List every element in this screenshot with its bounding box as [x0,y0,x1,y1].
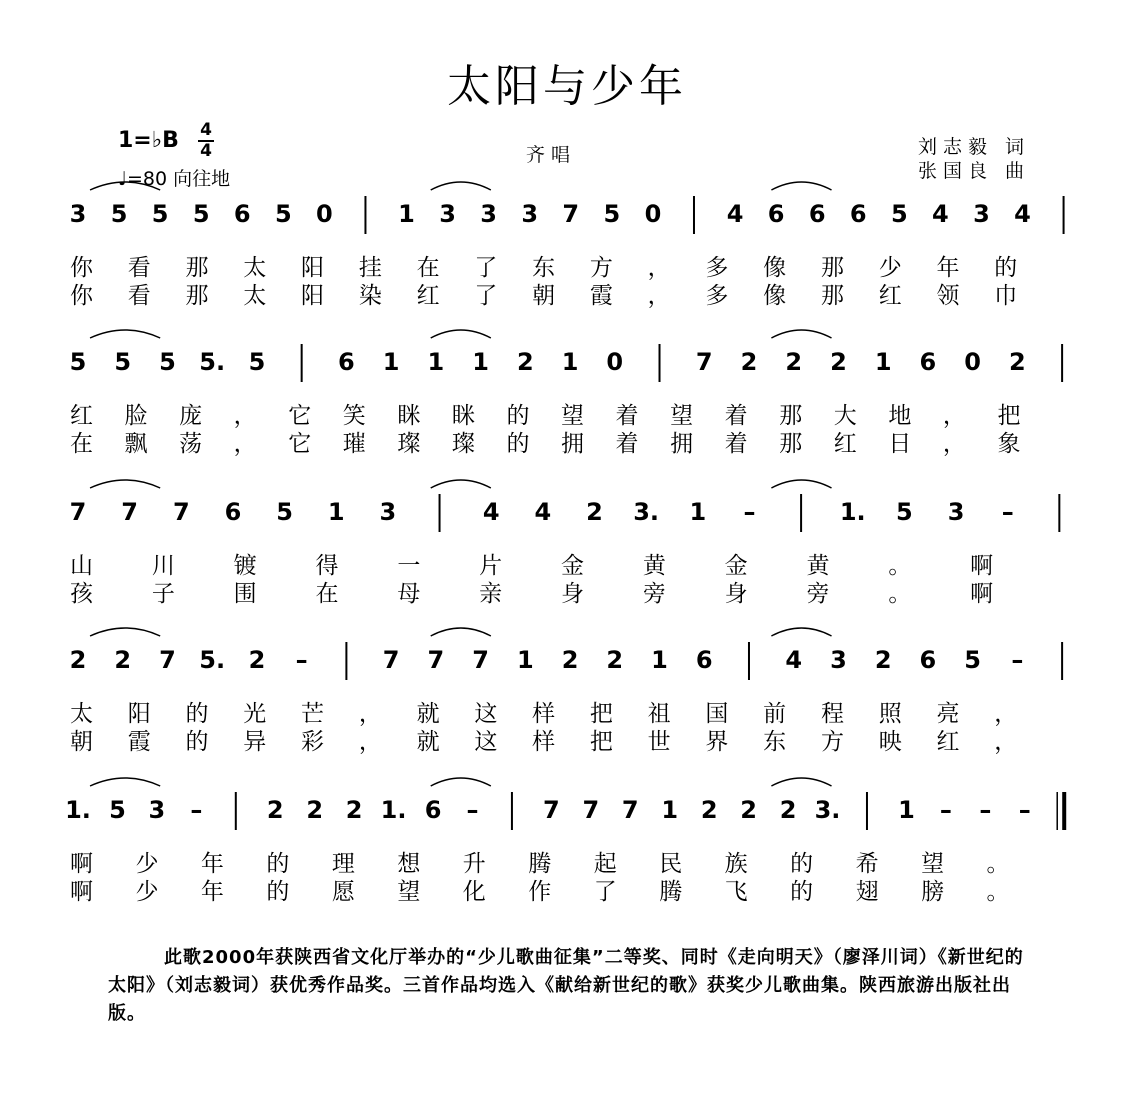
score-note: 5 [192,200,210,228]
lyric-line: 红 脸 庞 ， 它 笑 眯 眯 的 望 着 望 着 那 大 地 ， 把 [70,403,1021,429]
score-note: 1 [427,348,445,376]
lyric-line: 山 川 镀 得 一 片 金 黄 金 黄 。 啊 [70,553,994,579]
score-note: 0 [644,200,662,228]
score-note: 1 [898,796,915,824]
score-note: 6 [919,646,937,674]
slur-arc [431,330,491,338]
score-note: 2 [345,796,363,824]
score-note: 2 [779,796,797,824]
score-note: 4 [482,498,500,526]
score-note: 4 [1014,200,1031,228]
score-note: 1 [327,498,345,526]
score-note: 6 [224,498,242,526]
score-note: 0 [964,348,981,376]
score-note: 2 [785,348,803,376]
slur-arc [90,480,160,488]
slur-arc [771,778,831,786]
score-note: 3 [973,200,990,228]
score-note: 2 [248,646,266,674]
score-note: 0 [606,348,624,376]
score-note: 2 [830,348,847,376]
score-note: 1 [516,646,534,674]
slur-arc [771,330,831,338]
score-note: 1. [839,498,866,526]
composer-credit: 张国良 曲 [918,160,1031,182]
score-note: 3 [480,200,498,228]
score-note: 1 [382,348,400,376]
performance-style: 齐唱 [526,144,577,166]
score-note: 2 [586,498,603,526]
score-note: 5 [109,796,126,824]
score-note: 7 [621,796,639,824]
score-note: 3 [830,646,847,674]
score-note: 5. [199,646,226,674]
score-note: 5 [964,646,981,674]
tempo-marking: ♩=80 向往地 [118,168,231,190]
score-note: 2 [306,796,324,824]
score-note: 1 [472,348,489,376]
lyricist-credit: 刘志毅 词 [918,136,1031,158]
score-note: 3. [814,796,841,824]
score-note: 3 [69,200,87,228]
lyric-line: 你 看 那 太 阳 染 红 了 朝 霞 ， 多 像 那 红 领 巾 [70,283,1018,309]
score-note: 4 [726,200,744,228]
score-note: 7 [427,646,445,674]
score-note: 3. [633,498,660,526]
slur-arc [431,778,491,786]
score-note: 7 [543,796,560,824]
score-note: 1 [689,498,707,526]
score-note: 1 [398,200,415,228]
score-note: 5 [276,498,293,526]
footnote: 此歌2000年获陕西省文化厅举办的“少儿歌曲征集”二等奖、同时《走向明天》（廖泽川词）《新世纪的太阳》（刘志毅词）获优秀作品奖。三首作品均选入《献给新世纪的歌》获奖少儿歌曲集。陕西旅游出版社出版。 [108,947,1024,1024]
score-note: 4 [785,646,803,674]
score-note: 2 [700,796,718,824]
score-note: 2 [516,348,534,376]
slur-arc [771,628,831,636]
score-note: 7 [382,646,400,674]
score-note: 4 [534,498,552,526]
score-note: 5 [151,200,169,228]
score-note: 4 [932,200,949,228]
score-note: 7 [172,498,190,526]
slur-arc [90,330,160,338]
score-note: 2 [561,646,579,674]
score-note: 6 [849,200,867,228]
score-note: 2 [1009,348,1026,376]
score-note: 5 [890,200,908,228]
lyric-line: 孩 子 围 在 母 亲 身 旁 身 旁 。 啊 [70,581,994,607]
score-note: 1. [65,796,91,824]
score-note: 1 [661,796,679,824]
score-note: 2 [266,796,284,824]
slur-arc [431,480,491,488]
lyric-line: 你 看 那 太 阳 挂 在 了 东 方 ， 多 像 那 少 年 的 [70,255,1018,281]
score-note: 3 [439,200,456,228]
score-note: 7 [562,200,580,228]
score-note: 2 [740,796,757,824]
lyric-line: 啊 少 年 的 理 想 升 腾 起 民 族 的 希 望 。 [70,851,1010,877]
score-note: – [939,796,952,824]
score-note: – [979,796,992,824]
lyric-line: 啊 少 年 的 愿 望 化 作 了 腾 飞 的 翅 膀 。 [70,879,1010,905]
score-note: 1. [380,796,407,824]
score-note: 2 [114,646,132,674]
score-note: 6 [233,200,251,228]
score-note: 5 [110,200,128,228]
lyric-line: 在 飘 荡 ， 它 璀 璨 璨 的 拥 着 拥 着 那 红 日 ， 象 [70,431,1021,457]
score-note: – [466,796,479,824]
score-note: – [743,498,756,526]
score-note: – [1001,498,1014,526]
song-title: 太阳与少年 [447,61,687,112]
score-note: – [1018,796,1031,824]
score-note: 7 [159,646,176,674]
score-note: 5 [603,200,621,228]
score-note: 7 [582,796,600,824]
score-note: 3 [521,200,539,228]
lyric-line: 朝 霞 的 异 彩 ， 就 这 样 把 世 界 东 方 映 红 ， [70,729,1018,755]
score-note: 1 [561,348,579,376]
slur-arc [431,182,491,190]
slur-arc [90,182,160,190]
slur-arc [771,182,831,190]
score-note: 0 [316,200,333,228]
score-note: – [1011,646,1024,674]
score-note: 5 [159,348,176,376]
score-note: 6 [808,200,826,228]
score-note: 3 [148,796,166,824]
key-signature: 1=♭B [118,128,179,153]
lyric-line: 太 阳 的 光 芒 ， 就 这 样 把 祖 国 前 程 照 亮 ， [70,701,1018,727]
score-note: 7 [695,348,713,376]
slur-arc [431,628,491,636]
score-note: 2 [874,646,892,674]
score-note: 6 [338,348,355,376]
score-note: 3 [947,498,965,526]
score-note: 6 [767,200,785,228]
score-note: 6 [919,348,937,376]
score-note: 2 [69,646,87,674]
score-note: 6 [424,796,442,824]
slur-arc [90,628,160,636]
score-note: – [190,796,203,824]
slur-arc [90,778,160,786]
score-note: 5. [199,348,226,376]
score-note: 5 [248,348,266,376]
time-signature-bottom: 4 [200,141,212,161]
score-note: 7 [472,646,489,674]
score-note: 5 [69,348,87,376]
score-note: 5 [896,498,913,526]
score-note: 2 [740,348,758,376]
score-note: 3 [379,498,397,526]
score-note: 5 [114,348,132,376]
score-note: 1 [874,348,892,376]
score-note: 6 [695,646,713,674]
score-note: 1 [651,646,668,674]
slur-arc [771,480,831,488]
score-note: 5 [274,200,292,228]
score-note: 2 [606,646,624,674]
score-note: – [295,646,308,674]
score-note: 7 [69,498,87,526]
score-note: 7 [121,498,139,526]
time-signature-top: 4 [200,120,212,140]
